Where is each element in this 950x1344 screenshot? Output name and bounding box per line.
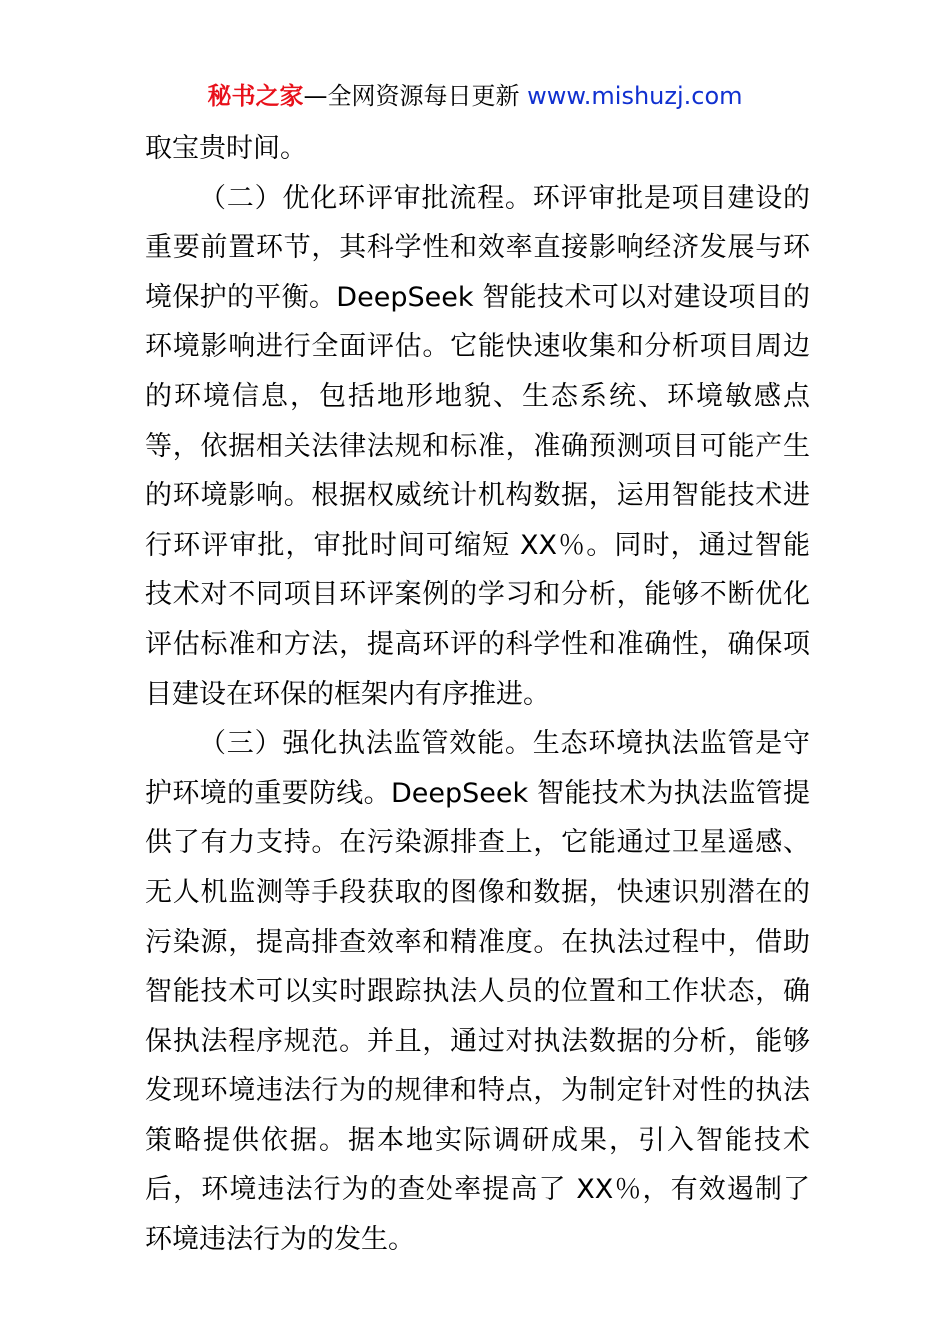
paragraph-continuation: 取宝贵时间。 bbox=[145, 133, 307, 164]
document-body bbox=[145, 124, 810, 1265]
brand-name: 秘书之家 bbox=[207, 82, 304, 110]
header-tagline: —全网资源每日更新 bbox=[303, 82, 528, 110]
site-header bbox=[0, 80, 950, 112]
site-url-link[interactable]: www.mishuzj.com bbox=[527, 82, 743, 110]
paragraph-eia-approval: （二）优化环评审批流程。环评审批是项目建设的重要前置环节，其科学性和效率直接影响经济发展与环境保护的平衡。DeepSeek 智能技术可以对建设项目的环境影响进行全面评估。它能快速收集和分析项目周边的环境信息，包括地形地貌、生态系统、环境敏感点等，依据相关法律法规和标准，准确预测项目可能产生的环境影响。根据权威统计机构数据，运用智能技术进行环评审批，审批时间可缩短 XX％。同时，通过智能技术对不同项目环评案例的学习和分析，能够不断优化评估标准和方法，提高环评的科学性和准确性，确保项目建设在环保的框架内有序推进。 bbox=[145, 182, 810, 710]
paragraph-law-enforcement: （三）强化执法监管效能。生态环境执法监管是守护环境的重要防线。DeepSeek 智能技术为执法监管提供了有力支持。在污染源排查上，它能通过卫星遥感、无人机监测等手段获取的图像和数据，快速识别潜在的污染源，提高排查效率和精准度。在执法过程中，借助智能技术可以实时跟踪执法人员的位置和工作状态，确保执法程序规范。并且，通过对执法数据的分析，能够发现环境违法行为的规律和特点，为制定针对性的执法策略提供依据。据本地实际调研成果，引入智能技术后，环境违法行为的查处率提高了 XX％，有效遏制了环境违法行为的发生。 bbox=[145, 728, 810, 1256]
